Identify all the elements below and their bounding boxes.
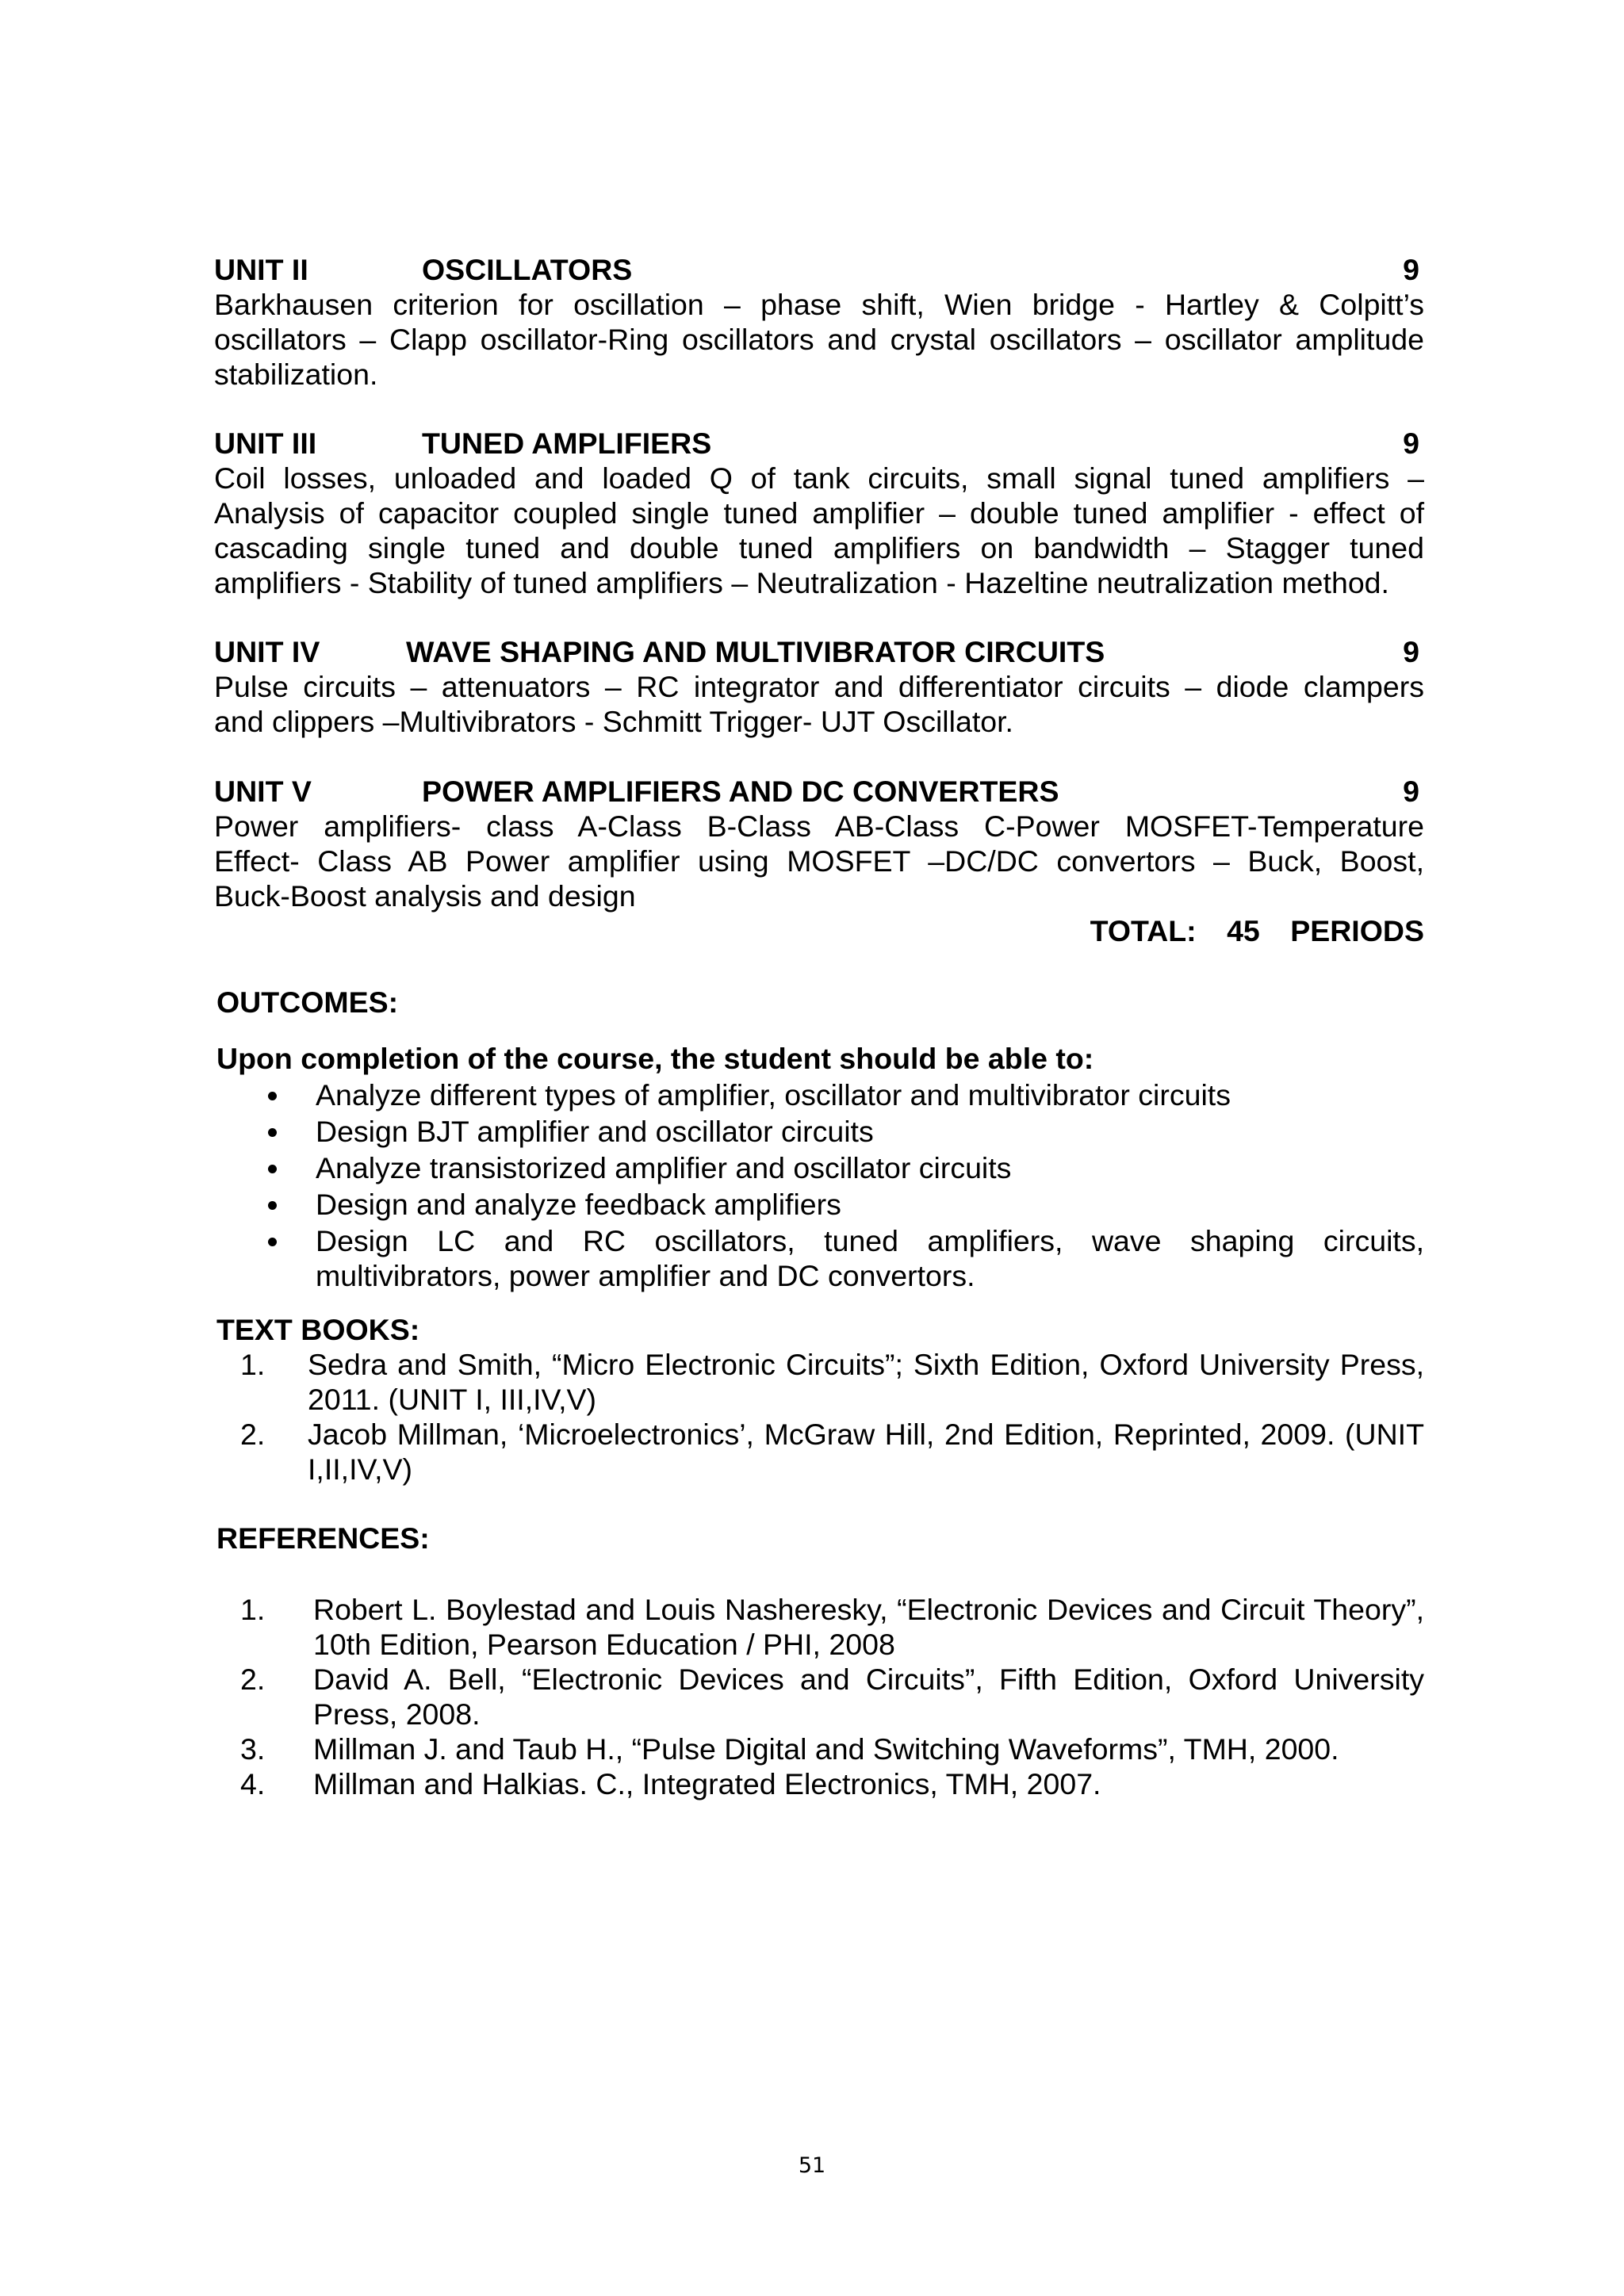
list-item xyxy=(216,1347,1424,1417)
unit-description-line: Buck-Boost analysis and design xyxy=(214,879,636,913)
bullet-icon xyxy=(268,1201,277,1210)
item-number: 1. xyxy=(240,1348,266,1381)
unit-hours: 9 xyxy=(1403,635,1419,668)
list-item xyxy=(216,1417,1424,1487)
unit-heading xyxy=(214,426,1424,461)
unit-title: OSCILLATORS xyxy=(422,253,633,286)
unit-description-line: oscillators – Clapp oscillator-Ring oscillators and crystal oscillators – oscillator amplitude xyxy=(214,323,1424,356)
list-item xyxy=(216,1187,1424,1222)
item-text: David A. Bell, “Electronic Devices and Circuits”, Fifth Edition, Oxford University Press, 2008. xyxy=(313,1663,1424,1731)
unit-heading xyxy=(214,252,1424,287)
item-text: Sedra and Smith, “Micro Electronic Circuits”; Sixth Edition, Oxford University Press, 2011. (UNIT I, III,IV,V) xyxy=(308,1348,1424,1416)
list-item xyxy=(216,1732,1424,1766)
outcome-text: Design and analyze feedback amplifiers xyxy=(316,1188,841,1221)
unit-description xyxy=(214,809,1424,913)
unit-description-line: amplifiers - Stability of tuned amplifiers – Neutralization - Hazeltine neutralization method. xyxy=(214,566,1389,599)
unit-description-line: cascading single tuned and double tuned amplifiers on bandwidth – Stagger tuned xyxy=(214,531,1424,564)
unit-description-line: and clippers –Multivibrators - Schmitt Trigger- UJT Oscillator. xyxy=(214,705,1013,738)
item-text: Millman and Halkias. C., Integrated Electronics, TMH, 2007. xyxy=(313,1767,1101,1800)
unit-iii-section xyxy=(214,426,1424,600)
unit-iv-section xyxy=(214,634,1424,739)
textbooks-list xyxy=(216,1347,1424,1487)
item-text: Robert L. Boylestad and Louis Nasheresky, “Electronic Devices and Circuit Theory”, 10th Edition, Pearson Education / PHI, 2008 xyxy=(313,1593,1424,1661)
unit-hours: 9 xyxy=(1403,427,1419,460)
unit-v-section xyxy=(214,774,1424,948)
total-periods: TOTAL: 45 PERIODS xyxy=(1090,914,1424,947)
unit-ii-section xyxy=(214,252,1424,392)
page-number: 51 xyxy=(798,2153,826,2178)
unit-number: UNIT II xyxy=(214,253,308,286)
unit-title: WAVE SHAPING AND MULTIVIBRATOR CIRCUITS xyxy=(406,635,1105,668)
item-number: 3. xyxy=(240,1732,266,1766)
unit-description xyxy=(214,287,1424,392)
unit-title: TUNED AMPLIFIERS xyxy=(422,427,712,460)
bullet-icon xyxy=(268,1092,277,1100)
list-item xyxy=(216,1077,1424,1112)
unit-description-line: Analysis of capacitor coupled single tuned amplifier – double tuned amplifier - effect of xyxy=(214,496,1424,530)
unit-description xyxy=(214,669,1424,739)
unit-description-line: Barkhausen criterion for oscillation – phase shift, Wien bridge - Hartley & Colpitt’s xyxy=(214,288,1424,321)
references-heading: REFERENCES: xyxy=(216,1521,430,1555)
bullet-icon xyxy=(268,1238,277,1246)
bullet-icon xyxy=(268,1165,277,1173)
list-item xyxy=(216,1223,1424,1293)
unit-title: POWER AMPLIFIERS AND DC CONVERTERS xyxy=(422,775,1059,808)
list-item xyxy=(216,1150,1424,1185)
bullet-icon xyxy=(268,1128,277,1137)
outcomes-intro: Upon completion of the course, the student should be able to: xyxy=(216,1042,1094,1075)
unit-number: UNIT V xyxy=(214,775,312,808)
unit-description-line: stabilization. xyxy=(214,358,378,391)
unit-number: UNIT IV xyxy=(214,635,320,668)
unit-description xyxy=(214,461,1424,600)
outcome-text: Analyze transistorized amplifier and oscillator circuits xyxy=(316,1151,1012,1184)
unit-heading xyxy=(214,634,1424,669)
unit-hours: 9 xyxy=(1403,253,1419,286)
outcome-text: Analyze different types of amplifier, oscillator and multivibrator circuits xyxy=(316,1078,1231,1112)
list-item xyxy=(216,1662,1424,1732)
unit-description-line: Effect- Class AB Power amplifier using MOSFET –DC/DC convertors – Buck, Boost, xyxy=(214,844,1424,878)
list-item xyxy=(216,1592,1424,1662)
unit-description-line: Power amplifiers- class A-Class B-Class AB-Class C-Power MOSFET-Temperature xyxy=(214,809,1424,843)
outcomes-list xyxy=(216,1077,1424,1293)
unit-heading xyxy=(214,774,1424,809)
outcomes-heading: OUTCOMES: xyxy=(216,985,399,1019)
textbooks-section xyxy=(216,1312,1424,1487)
unit-description-line: Pulse circuits – attenuators – RC integrator and differentiator circuits – diode clampers xyxy=(214,670,1424,703)
textbooks-heading: TEXT BOOKS: xyxy=(216,1313,420,1346)
outcomes-section xyxy=(216,985,1424,1293)
unit-number: UNIT III xyxy=(214,427,317,460)
item-number: 2. xyxy=(240,1663,266,1696)
outcome-text: Design LC and RC oscillators, tuned amplifiers, wave shaping circuits, multivibrators, power amplifier and DC convertors. xyxy=(316,1224,1424,1292)
item-number: 4. xyxy=(240,1767,266,1800)
item-number: 1. xyxy=(240,1593,266,1626)
references-section xyxy=(216,1521,1424,1801)
list-item xyxy=(216,1766,1424,1801)
unit-hours: 9 xyxy=(1403,775,1419,808)
list-item xyxy=(216,1114,1424,1149)
item-text: Millman J. and Taub H., “Pulse Digital and Switching Waveforms”, TMH, 2000. xyxy=(313,1732,1339,1766)
references-list xyxy=(216,1592,1424,1801)
outcome-text: Design BJT amplifier and oscillator circuits xyxy=(316,1115,874,1148)
item-text: Jacob Millman, ‘Microelectronics’, McGraw Hill, 2nd Edition, Reprinted, 2009. (UNIT I,II,IV,V) xyxy=(308,1418,1424,1486)
item-number: 2. xyxy=(240,1418,266,1451)
unit-description-line: Coil losses, unloaded and loaded Q of tank circuits, small signal tuned amplifiers – xyxy=(214,461,1424,495)
